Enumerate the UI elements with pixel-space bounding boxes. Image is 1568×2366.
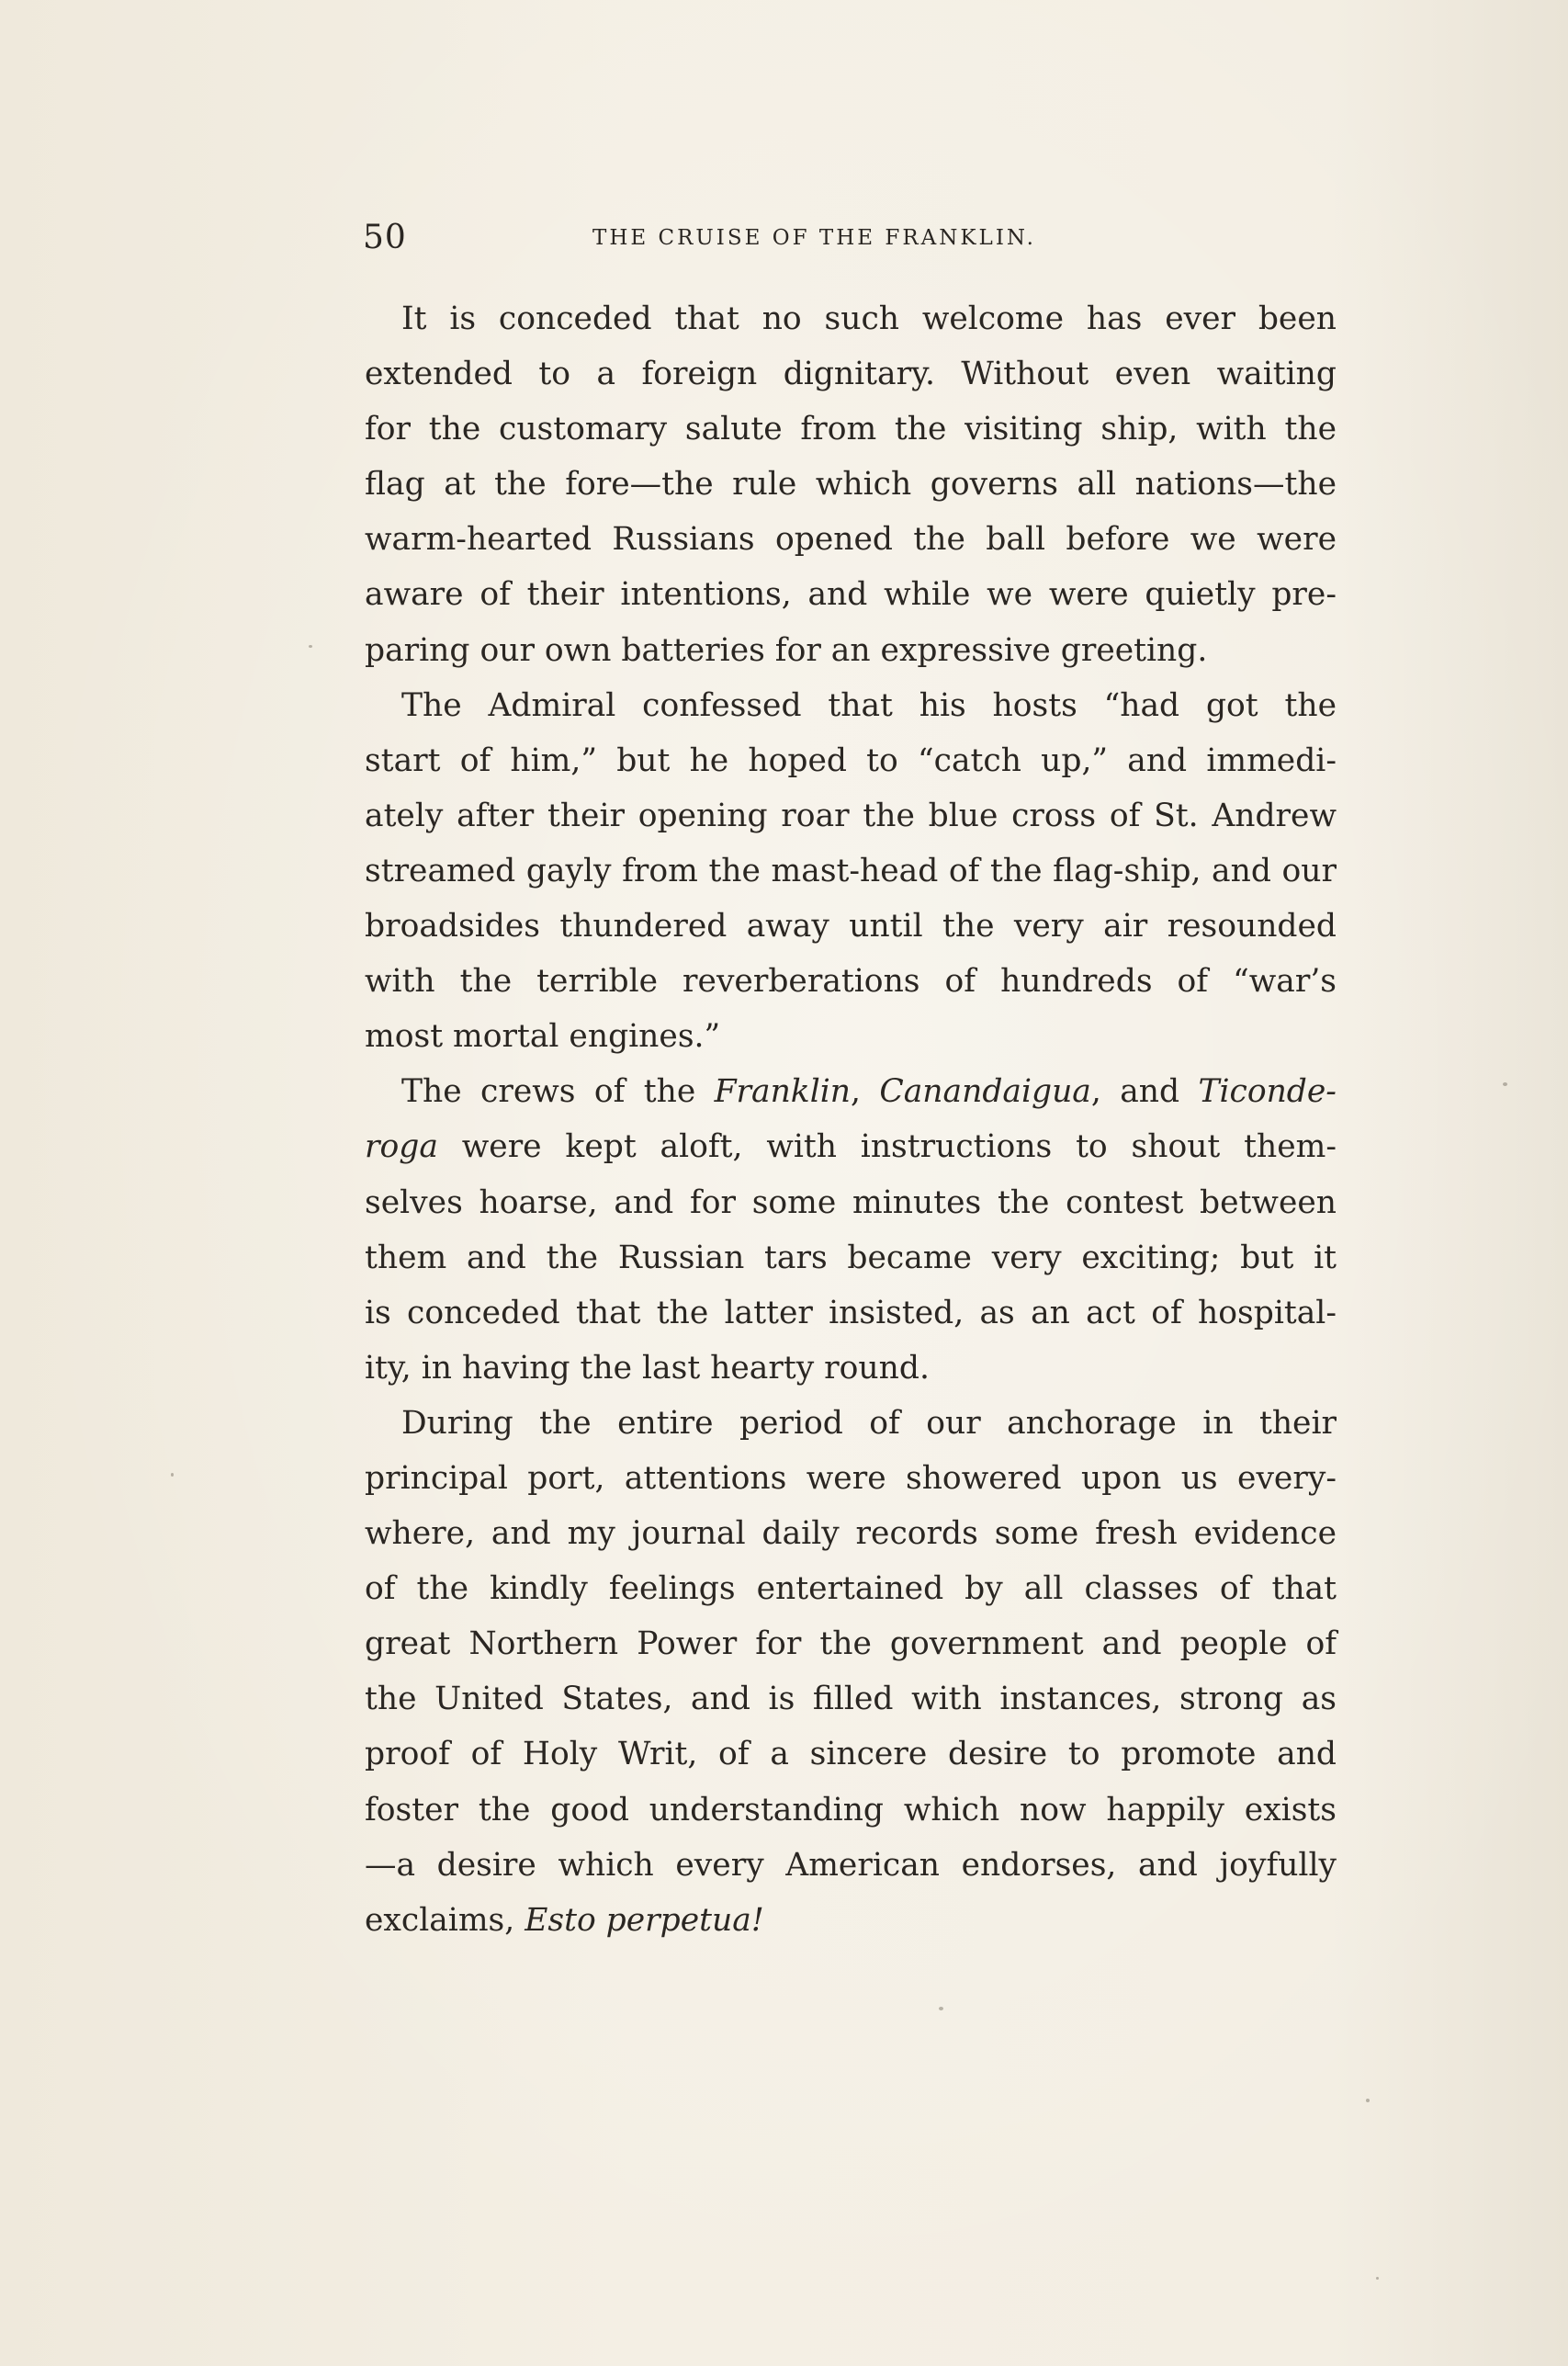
body-text [365,291,1337,1948]
text-line: foster the good understanding which now happily exists [365,1791,1337,1828]
text-line: start of him,” but he hoped to “catch up,” and immedi- [365,741,1337,779]
paper-speck [171,1473,174,1477]
text-line: streamed gayly from the mast-head of the flag-ship, and our [365,852,1337,889]
text-line: great Northern Power for the government and people of [365,1625,1337,1663]
text-line: for the customary salute from the visiting ship, with the [365,411,1337,448]
text-line: broadsides thundered away until the very air resounded [365,908,1337,945]
text-line: aware of their intentions, and while we were quietly pre- [365,576,1337,614]
text-line: them and the Russian tars became very exciting; but it [365,1239,1337,1276]
page-number: 50 [363,219,407,256]
text-line [365,1064,1337,1119]
ship-name: Franklin [714,1073,852,1111]
text-line: paring our own batteries for an expressive greeting. [365,631,1208,669]
paper-speck [1376,2277,1379,2280]
text-run: exclaims, [365,1901,525,1939]
text-line [365,1893,1337,1948]
text-line: most mortal engines.” [365,1018,721,1056]
text-line: is conceded that the latter insisted, as an act of hospital- [365,1294,1337,1331]
text-run: were kept aloft, with instructions to shout them- [437,1128,1337,1166]
paper-speck [939,2007,943,2010]
text-line: principal port, attentions were showered upon us every- [365,1459,1337,1497]
text-line: The Admiral confessed that his hosts “had got the [401,686,1337,724]
text-line [365,1119,1337,1174]
paper-speck [309,645,312,648]
ship-name: Canandaigua [879,1073,1091,1111]
text-line: warm-hearted Russians opened the ball before we were [365,521,1337,559]
text-run: The crews of the [401,1073,715,1111]
text-run: , [851,1073,880,1111]
text-line: flag at the fore—the rule which governs all nations—the [365,466,1337,504]
text-line: with the terrible reverberations of hundreds of “war’s [365,963,1337,1001]
text-line: It is conceded that no such welcome has ever been [401,300,1337,337]
paper-speck [1503,1082,1507,1086]
text-line: proof of Holy Writ, of a sincere desire to promote and [365,1736,1337,1773]
text-line: —a desire which every American endorses, and joyfully [365,1846,1337,1884]
ship-name: roga [365,1128,438,1166]
text-run: , and [1090,1073,1199,1111]
page-header [363,219,1355,265]
text-line: of the kindly feelings entertained by all classes of that [365,1570,1337,1608]
text-line: selves hoarse, and for some minutes the contest between [365,1183,1337,1221]
text-line: During the entire period of our anchorage in their [401,1404,1337,1442]
text-line: ately after their opening roar the blue cross of St. Andrew [365,797,1337,834]
text-line: extended to a foreign dignitary. Without even waiting [365,356,1337,393]
text-line: the United States, and is filled with instances, strong as [365,1681,1337,1718]
text-line: ity, in having the last hearty round. [365,1349,930,1387]
latin-phrase: Esto perpetua! [525,1901,764,1939]
paper-speck [1366,2099,1370,2102]
running-head: THE CRUISE OF THE FRANKLIN. [592,226,1036,250]
text-line: where, and my journal daily records some fresh evidence [365,1515,1337,1553]
ship-name: Ticonde- [1198,1073,1337,1111]
